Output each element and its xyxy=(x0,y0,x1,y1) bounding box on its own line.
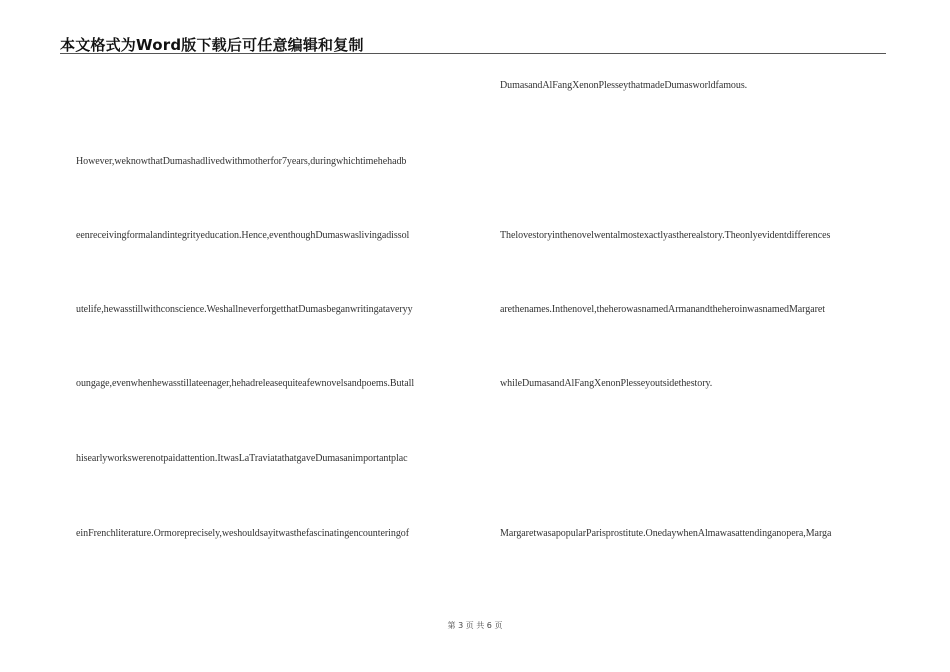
right-line-5: MargaretwasapopularParisprostitute.OnedaywhenAlmawasattendinganopera,Marga xyxy=(500,528,832,539)
left-line-5: hisearlyworkswerenotpaidattention.ItwasLaTraviatathatgaveDumasanimportantplac xyxy=(76,453,408,464)
right-line-4: whileDumasandAlFangXenonPlesseyoutsidethestory. xyxy=(500,378,713,389)
right-line-1: DumasandAlFangXenonPlesseythatmadeDumasworldfamous. xyxy=(500,80,748,91)
page-header-title: 本文格式为Word版下载后可任意编辑和复制 xyxy=(60,36,364,54)
page-number-footer: 第 3 页 共 6 页 xyxy=(447,621,503,630)
left-line-2: eenreceivingformalandintegrityeducation.Hence,eventhoughDumaswaslivingadissol xyxy=(76,230,410,241)
left-line-6: einFrenchliterature.Ormoreprecisely,weshouldsayitwasthefascinatingencounteringof xyxy=(76,528,410,539)
left-line-4: oungage,evenwhenhewasstillateenager,hehadreleasequiteafewnovelsandpoems.Butall xyxy=(76,378,415,389)
right-line-2: Thelovestoryinthenovelwentalmostexactlyastherealstory.Theonlyevidentdifferences xyxy=(500,230,831,241)
left-line-1: However,weknowthatDumashadlivedwithmotherfor7years,duringwhichtimehehadb xyxy=(76,156,407,167)
right-line-3: arethenames.Inthenovel,theherowasnamedArmanandtheheroinwasnamedMargaret xyxy=(500,304,826,315)
left-line-3: utelife,hewasstillwithconscience.WeshallneverforgetthatDumasbeganwritingataveryy xyxy=(76,304,413,315)
header-divider xyxy=(60,53,886,54)
